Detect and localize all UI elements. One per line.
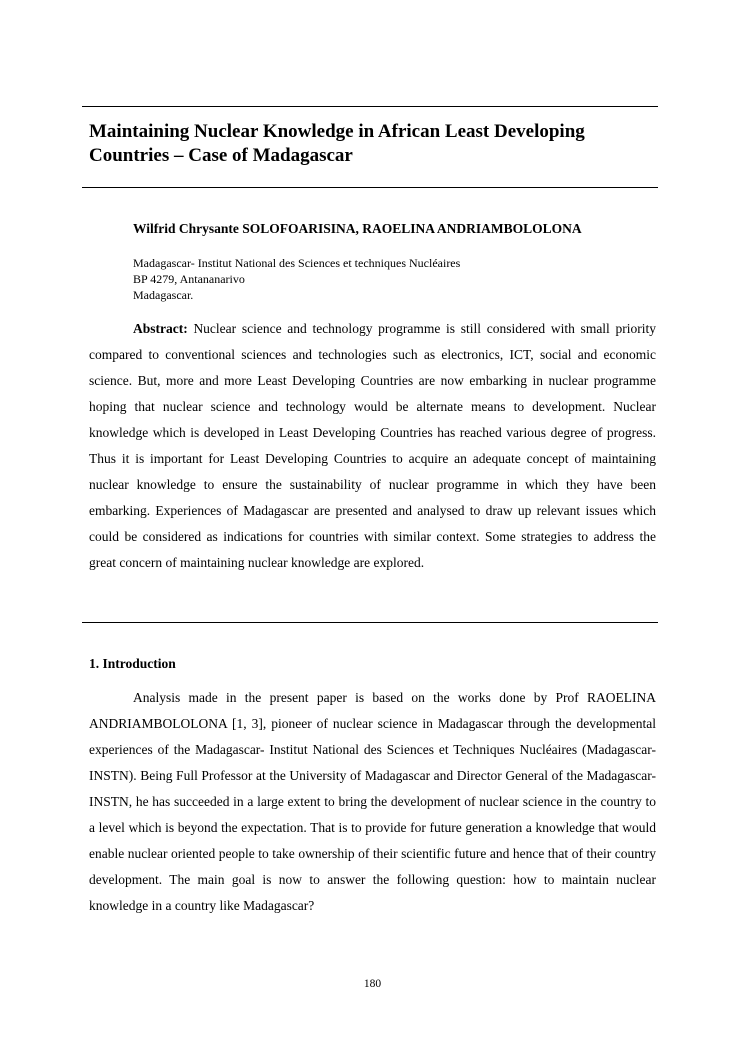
abstract — [89, 316, 656, 576]
title-line-2: Countries – Case of Madagascar — [89, 145, 353, 166]
introduction-paragraph: Analysis made in the present paper is based on the works done by Prof RAOELINA ANDRIAMBOLOLONA [1, 3], pioneer of nuclear science in Madagascar through the developmental experiences of the Madagascar- Institut National des Sciences et Techniques Nucléaires (Madagascar- INSTN). Being Full Professor at the University of Madagascar and Director General of the Madagascar- INSTN, he has succeeded in a large extent to bring the development of nuclear science in the country to a level which is beyond the expectation. That is to provide for future generation a knowledge that would enable nuclear oriented people to take ownership of their scientific future and hence that of their country development. The main goal is now to answer the following question: how to maintain nuclear knowledge in a country like Madagascar? — [89, 690, 656, 913]
top-rule — [82, 106, 658, 107]
affiliation-line-1: Madagascar- Institut National des Sciences et techniques Nucléaires — [133, 256, 461, 270]
abstract-bottom-rule — [82, 622, 658, 623]
affiliation-line-2: BP 4279, Antananarivo — [133, 272, 245, 286]
abstract-text: Nuclear science and technology programme is still considered with small priority compared to conventional sciences and technologies such as electronics, ICT, social and economic science. But, more and more Least Developing Countries are now embarking in nuclear programme hoping that nuclear science and technology would be alternate means to development. Nuclear knowledge which is developed in Least Developing Countries has reached various degree of progress. Thus it is important for Least Developing Countries to acquire an adequate concept of maintaining nuclear knowledge to ensure the sustainability of nuclear programme in which they have been embarking. Experiences of Madagascar are presented and analysed to draw up relevant issues which could be considered as indications for countries with similar context. Some strategies to address the great concern of maintaining nuclear knowledge are explored. — [89, 321, 656, 570]
authors: Wilfrid Chrysante SOLOFOARISINA, RAOELINA ANDRIAMBOLOLONA — [133, 221, 582, 236]
page-number: 180 — [363, 978, 382, 990]
introduction-heading: 1. Introduction — [89, 656, 176, 671]
abstract-label: Abstract: — [133, 321, 188, 336]
paper-title — [89, 120, 659, 168]
affiliation — [133, 255, 460, 303]
title-bottom-rule — [82, 187, 658, 188]
title-line-1: Maintaining Nuclear Knowledge in African Least Developing — [89, 121, 585, 142]
affiliation-line-3: Madagascar. — [133, 288, 194, 302]
